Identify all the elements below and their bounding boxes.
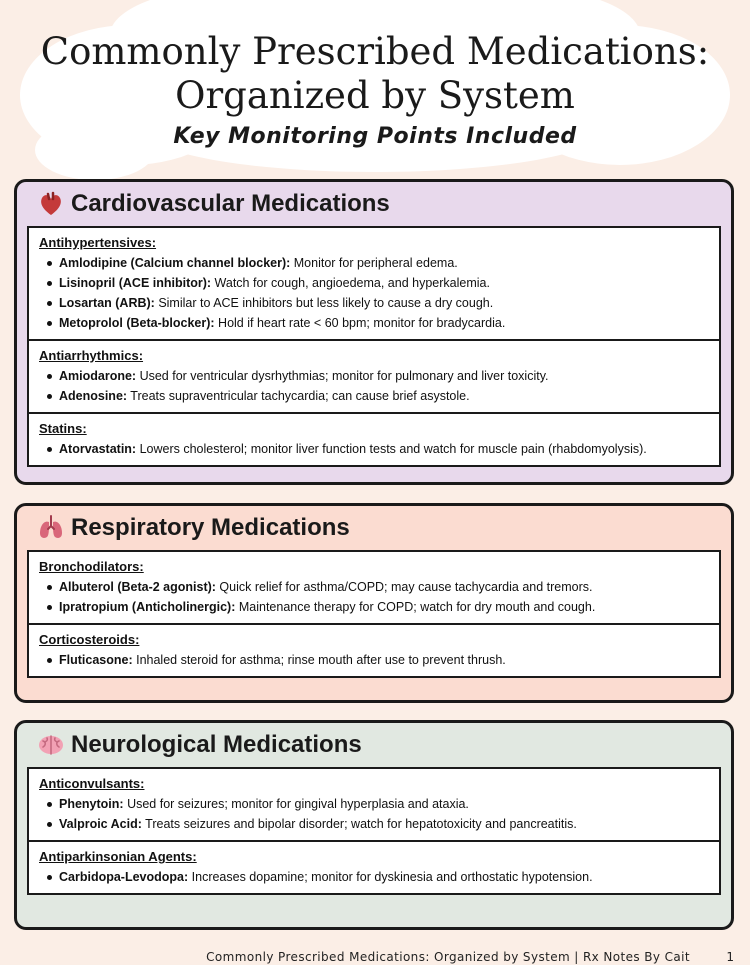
drug-note: Monitor for peripheral edema. [290, 256, 458, 270]
group-card [27, 550, 721, 625]
list-item [39, 386, 709, 406]
drug-note: Maintenance therapy for COPD; watch for dry mouth and cough. [235, 600, 596, 614]
drug-note: Treats supraventricular tachycardia; can cause brief asystole. [127, 389, 470, 403]
list-item [39, 253, 709, 273]
group-card [27, 767, 721, 842]
drug-note: Increases dopamine; monitor for dyskinesia and orthostatic hypotension. [188, 870, 593, 884]
group-title: Antiparkinsonian Agents: [39, 849, 197, 864]
section-respiratory [14, 503, 734, 703]
drug-note: Used for ventricular dysrhythmias; monitor for pulmonary and liver toxicity. [136, 369, 549, 383]
drug-note: Inhaled steroid for asthma; rinse mouth after use to prevent thrush. [132, 653, 506, 667]
drug-note: Treats seizures and bipolar disorder; watch for hepatotoxicity and pancreatitis. [141, 817, 577, 831]
page-number: 1 [726, 950, 734, 964]
drug-name: Ipratropium (Anticholinergic): [59, 600, 236, 614]
drug-name: Adenosine: [59, 389, 128, 403]
list-item [39, 577, 709, 597]
drug-name: Albuterol (Beta-2 agonist): [59, 580, 216, 594]
drug-note: Used for seizures; monitor for gingival hyperplasia and ataxia. [123, 797, 469, 811]
group-title: Antihypertensives: [39, 235, 157, 250]
drug-name: Amiodarone: [59, 369, 137, 383]
drug-name: Amlodipine (Calcium channel blocker): [59, 256, 291, 270]
lungs-icon [37, 514, 65, 542]
group-title: Corticosteroids: [39, 632, 140, 647]
drug-name: Atorvastatin: [59, 442, 137, 456]
drug-name: Metoprolol (Beta-blocker): [59, 316, 215, 330]
drug-name: Carbidopa-Levodopa: [59, 870, 189, 884]
drug-note: Lowers cholesterol; monitor liver function tests and watch for muscle pain (rhabdomyolysis). [136, 442, 647, 456]
heart-icon [37, 190, 65, 218]
section-header [17, 506, 731, 550]
drug-note: Quick relief for asthma/COPD; may cause tachycardia and tremors. [215, 580, 593, 594]
title-line-1: Commonly Prescribed Medications: [40, 30, 710, 73]
drug-name: Lisinopril (ACE inhibitor): [59, 276, 212, 290]
group-title: Antiarrhythmics: [39, 348, 144, 363]
section-title: Neurological Medications [71, 731, 362, 758]
drug-name: Fluticasone: [59, 653, 133, 667]
list-item [39, 650, 709, 670]
group-title: Statins: [39, 421, 87, 436]
drug-name: Valproic Acid: [59, 817, 142, 831]
section-title: Cardiovascular Medications [71, 190, 390, 217]
group-title: Bronchodilators: [39, 559, 144, 574]
list-item [39, 313, 709, 333]
list-item [39, 814, 709, 834]
drug-note: Hold if heart rate < 60 bpm; monitor for bradycardia. [214, 316, 506, 330]
page-subtitle: Key Monitoring Points Included [173, 124, 577, 149]
list-item [39, 597, 709, 617]
drug-name: Phenytoin: [59, 797, 124, 811]
drug-note: Similar to ACE inhibitors but less likely to cause a dry cough. [154, 296, 494, 310]
drug-name: Losartan (ARB): [59, 296, 155, 310]
page-title [0, 30, 750, 118]
group-card [27, 625, 721, 678]
group-card [27, 414, 721, 467]
group-card [27, 842, 721, 895]
group-card [27, 341, 721, 414]
section-cardiovascular [14, 179, 734, 485]
list-item [39, 867, 709, 887]
group-card [27, 226, 721, 341]
list-item [39, 273, 709, 293]
list-item [39, 366, 709, 386]
title-line-2: Organized by System [175, 74, 575, 117]
section-neurological [14, 720, 734, 930]
section-title: Respiratory Medications [71, 514, 350, 541]
drug-note: Watch for cough, angioedema, and hyperkalemia. [211, 276, 490, 290]
group-title: Anticonvulsants: [39, 776, 145, 791]
list-item [39, 439, 709, 459]
brain-icon [37, 731, 65, 759]
page-footer [0, 950, 750, 965]
footer-text: Commonly Prescribed Medications: Organized by System | Rx Notes By Cait [206, 950, 690, 964]
section-header [17, 182, 731, 226]
list-item [39, 293, 709, 313]
section-header [17, 723, 731, 767]
list-item [39, 794, 709, 814]
